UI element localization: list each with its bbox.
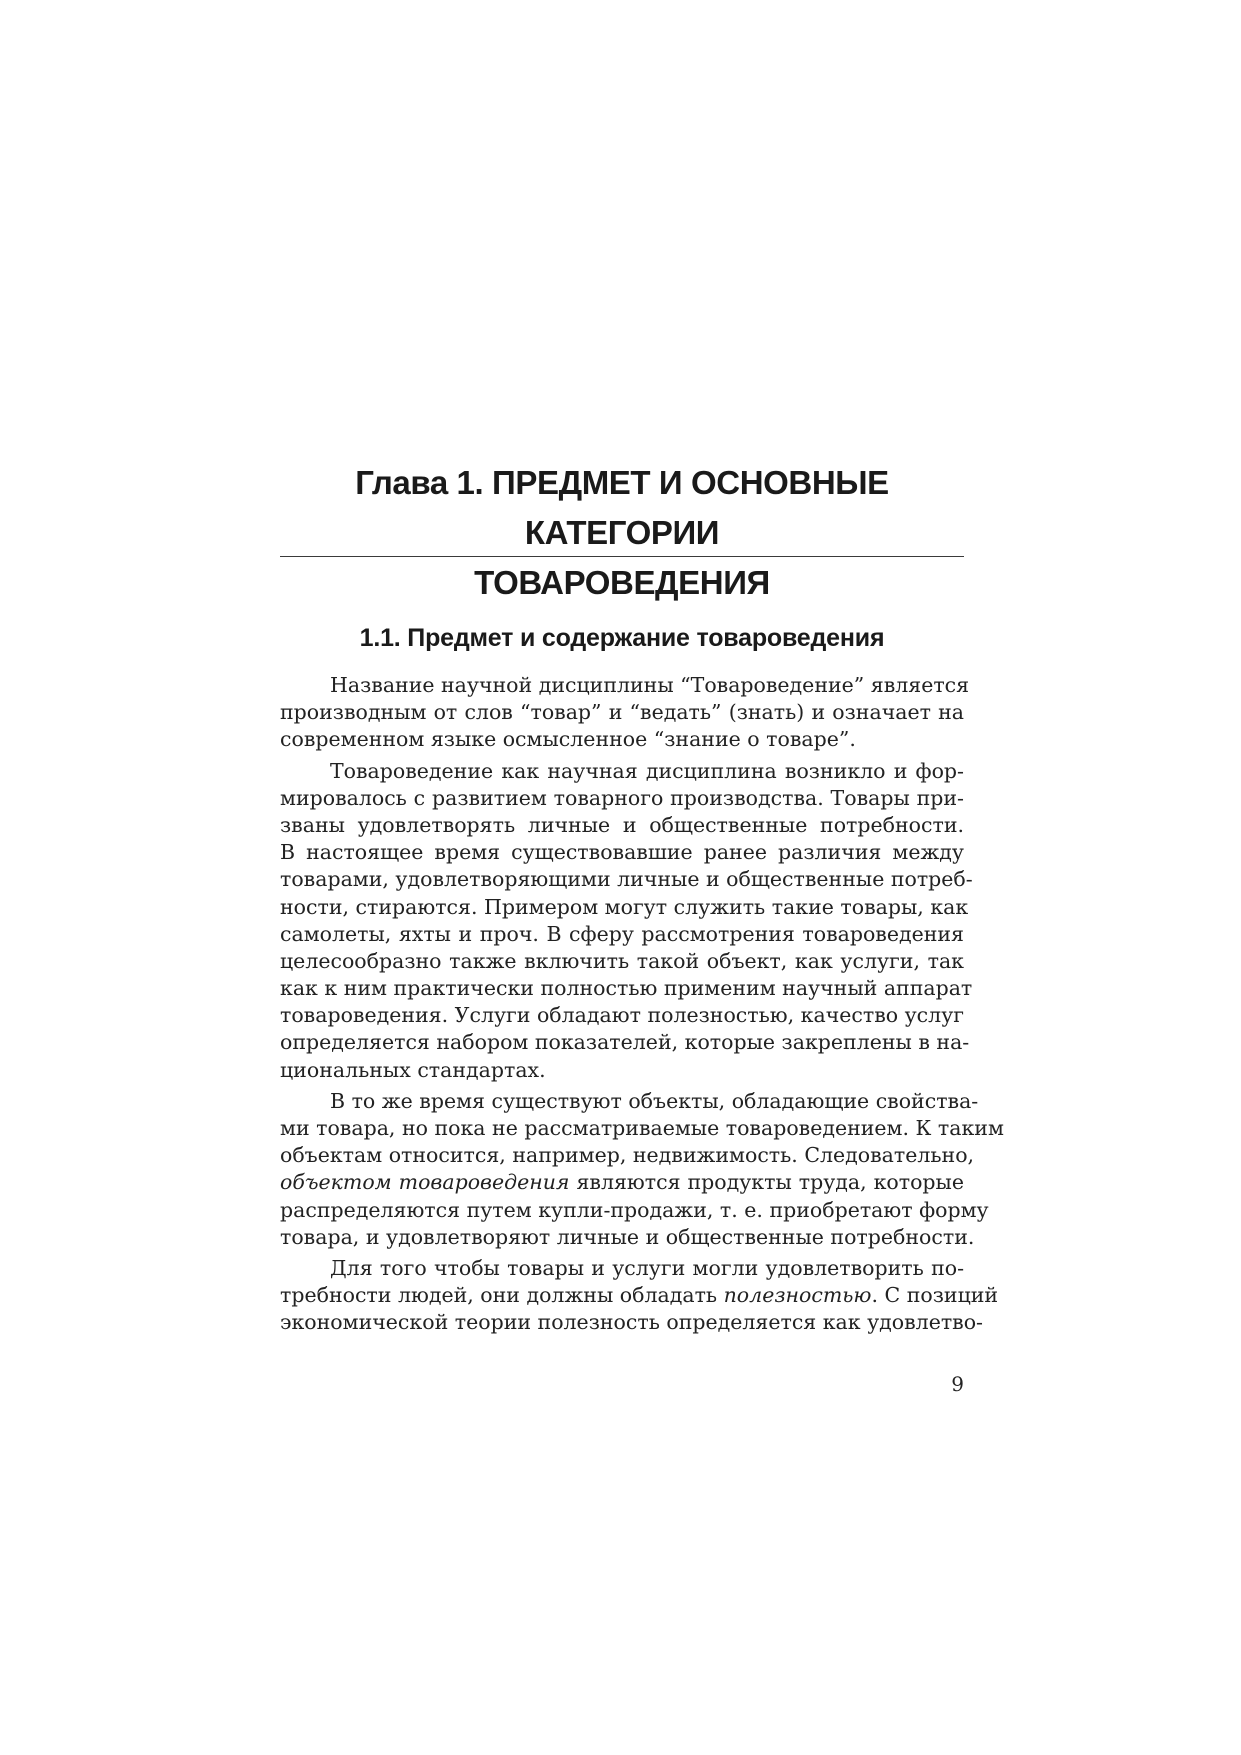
emphasis-term: объектом товароведения bbox=[280, 1170, 570, 1195]
text-line: производным от слов “товар” и “ведать” (знать) и означает на bbox=[280, 700, 964, 725]
text-line: ми товара, но пока не рассматриваемые товароведением. К таким bbox=[280, 1116, 1004, 1140]
text-line: товароведения. Услуги обладают полезностью, качество услуг bbox=[280, 1003, 964, 1028]
text-line: объектам относится, например, недвижимость. Следовательно, bbox=[280, 1143, 975, 1168]
text-line: как к ним практически полностью применим научный аппарат bbox=[280, 976, 973, 1001]
chapter-heading bbox=[280, 458, 964, 608]
text-line: экономической теории полезность определяется как удовлетво- bbox=[280, 1310, 983, 1335]
text-line: мировалось с развитием товарного производства. Товары при- bbox=[280, 785, 964, 810]
text-line: В то же время существуют объекты, обладающие свойства- bbox=[330, 1088, 979, 1113]
text-line: циональных стандартах. bbox=[280, 1057, 546, 1082]
text-line: распределяются путем купли-продажи, т. е. приобретают форму bbox=[280, 1197, 989, 1222]
chapter-divider bbox=[280, 556, 964, 557]
emphasis-term: полезностью bbox=[723, 1283, 872, 1308]
text-line-mixed bbox=[280, 1169, 964, 1196]
text-line: товарами, удовлетворяющими личные и общественные потреб- bbox=[280, 867, 973, 892]
text-line: ности, стираются. Примером могут служить такие товары, как bbox=[280, 894, 969, 919]
text-line: В настоящее время существовавшие ранее различия между bbox=[280, 840, 964, 865]
chapter-heading-line-2: ТОВАРОВЕДЕНИЯ bbox=[474, 564, 770, 601]
text-line: званы удовлетворять личные и общественные потребности. bbox=[280, 812, 964, 837]
text-line-mixed bbox=[280, 1282, 999, 1309]
text-line: Товароведение как научная дисциплина возникло и фор- bbox=[330, 758, 964, 783]
text-line: современном языке осмысленное “знание о товаре”. bbox=[280, 727, 856, 752]
section-heading: 1.1. Предмет и содержание товароведения bbox=[359, 624, 885, 652]
page-number: 9 bbox=[951, 1372, 964, 1396]
chapter-heading-line-1: Глава 1. ПРЕДМЕТ И ОСНОВНЫЕ КАТЕГОРИИ bbox=[355, 464, 889, 551]
text-line: самолеты, яхты и проч. В сферу рассмотрения товароведения bbox=[280, 921, 964, 946]
text-line: Для того чтобы товары и услуги могли удовлетворить по- bbox=[330, 1255, 964, 1280]
body-text bbox=[280, 672, 1004, 1337]
text-line: товара, и удовлетворяют личные и общественные потребности. bbox=[280, 1224, 975, 1249]
text-line: целесообразно также включить такой объект, как услуги, так bbox=[280, 948, 964, 973]
text-fragment: . С позиций bbox=[871, 1283, 999, 1308]
text-line: определяется набором показателей, которые закреплены в на- bbox=[280, 1030, 970, 1055]
text-fragment: являются продукты труда, которые bbox=[569, 1170, 964, 1195]
text-fragment: требности людей, они должны обладать bbox=[280, 1283, 724, 1308]
text-line: Название научной дисциплины “Товароведение” является bbox=[330, 673, 970, 697]
